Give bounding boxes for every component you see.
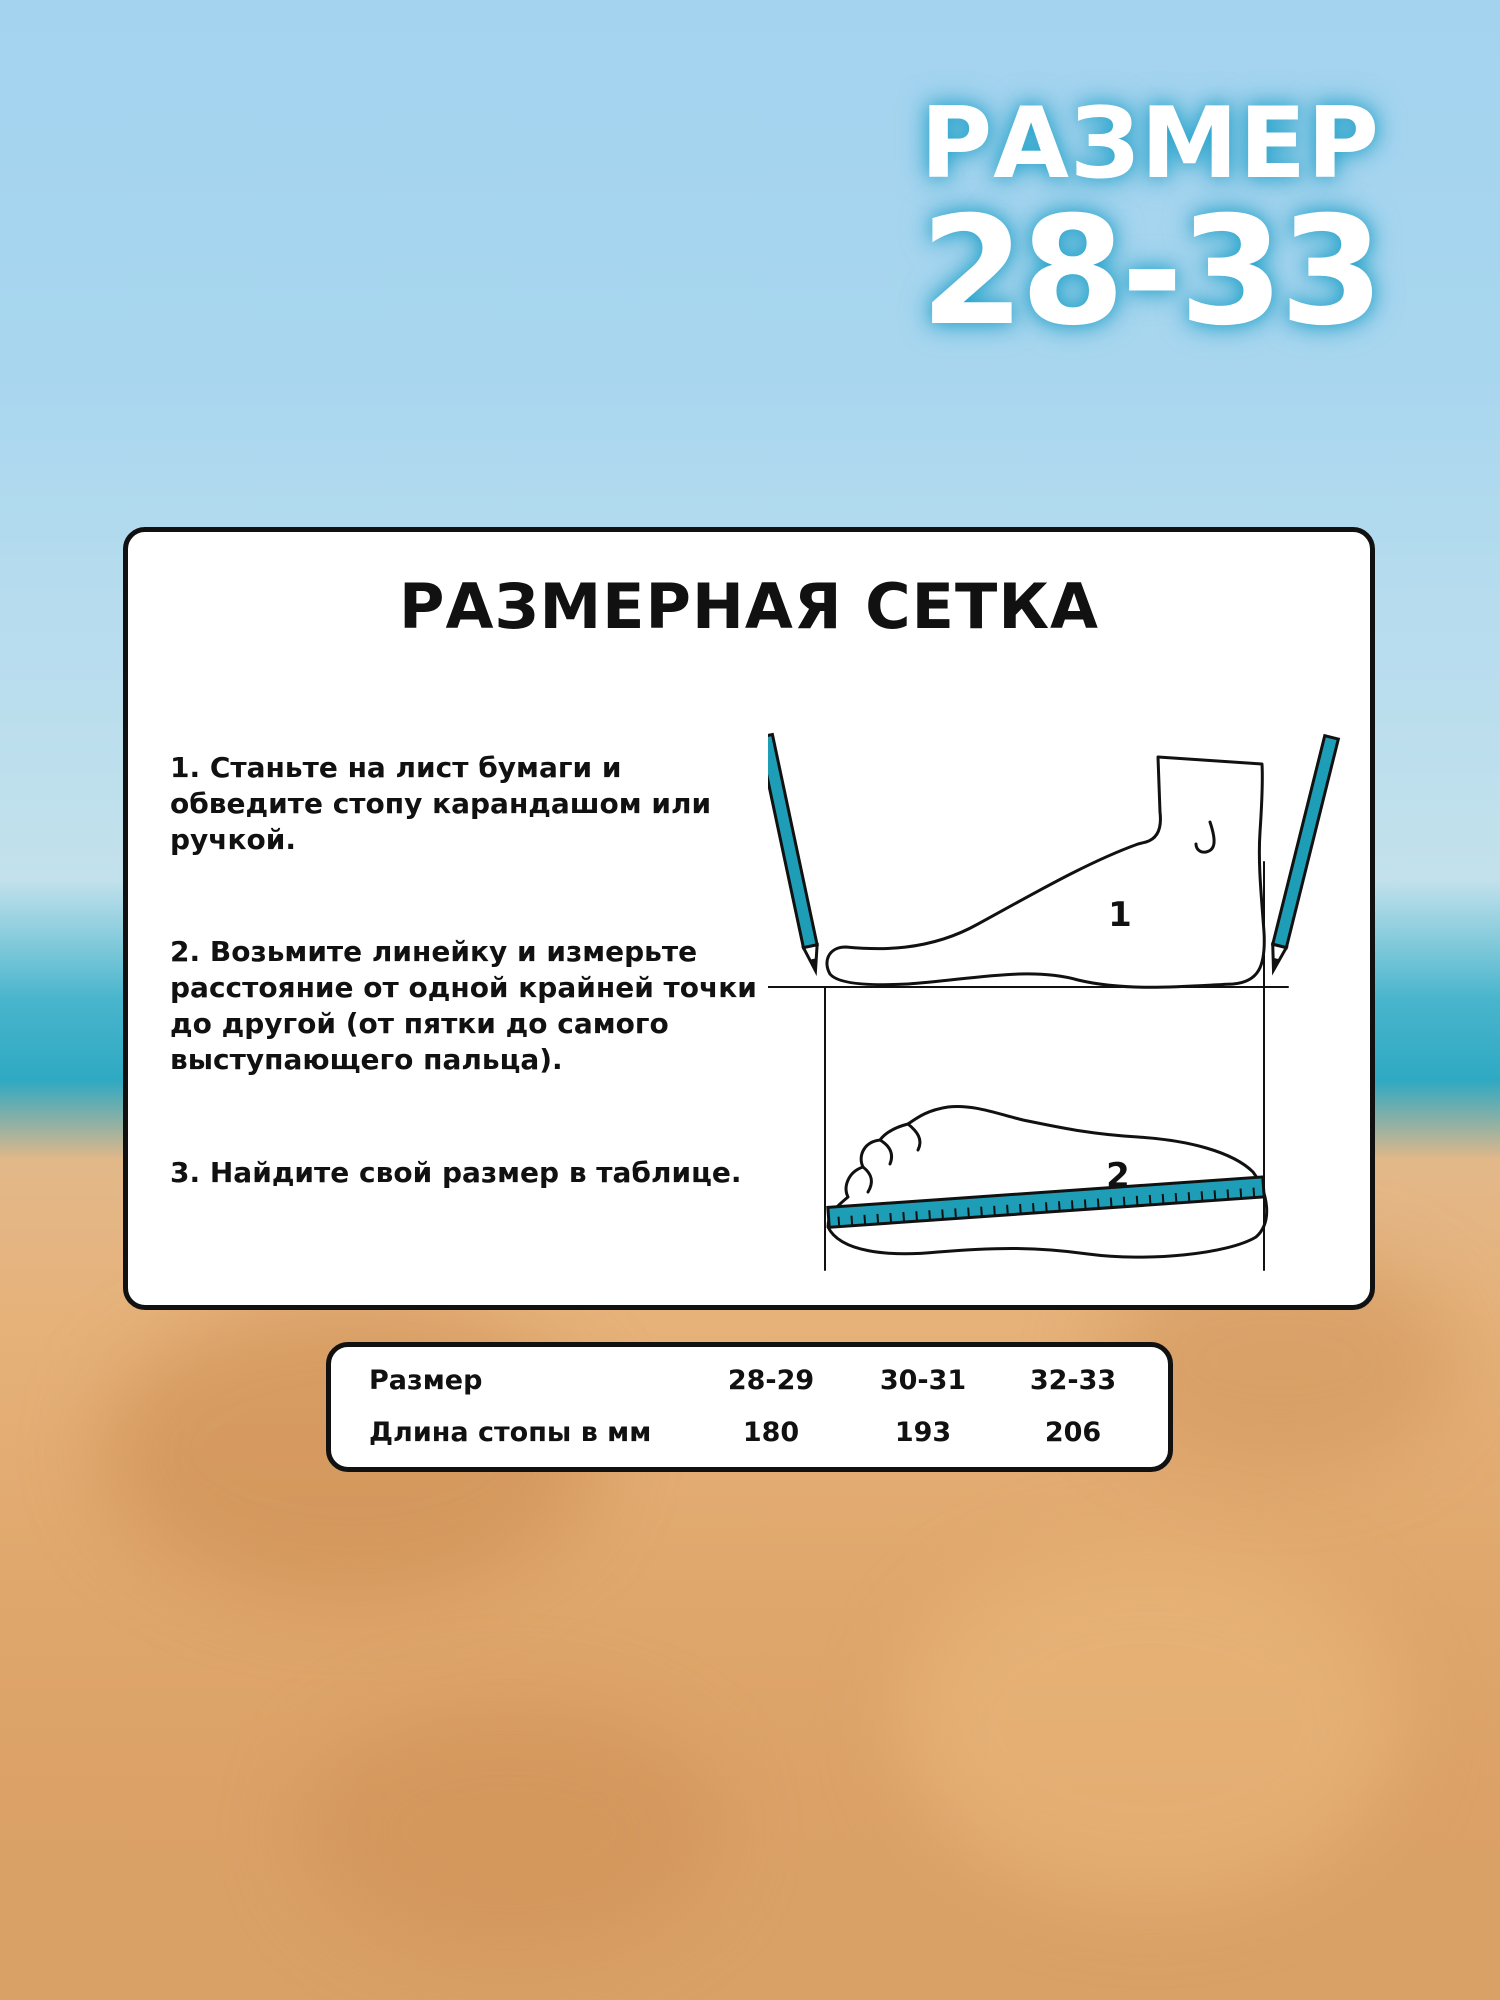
sand-blur: [900, 1550, 1400, 1900]
table-row: [331, 1413, 1168, 1453]
table-cell: 180: [742, 1417, 800, 1448]
ruler-tick: [968, 1208, 969, 1218]
ruler-tick: [916, 1211, 917, 1221]
row-label: Размер: [369, 1365, 483, 1396]
ruler-tick: [1098, 1199, 1099, 1209]
ruler-icon: [828, 1177, 1264, 1227]
ruler-tick: [1033, 1203, 1034, 1213]
ruler-tick: [1059, 1201, 1060, 1211]
hero-title: [920, 87, 1380, 359]
foot-side-outline: [827, 757, 1264, 987]
ruler-tick: [1020, 1204, 1021, 1214]
ruler-tick: [903, 1212, 904, 1222]
step-3: [170, 1155, 770, 1191]
ruler-tick: [1176, 1193, 1177, 1203]
pencil-right-icon: [1267, 736, 1339, 972]
table-cell: 206: [1044, 1417, 1102, 1448]
ruler-tick: [839, 1217, 840, 1227]
ankle-mark: [1196, 822, 1214, 852]
diagram-label-2: 2: [1106, 1156, 1130, 1196]
ruler-tick: [942, 1209, 943, 1219]
toe-mark: [908, 1124, 920, 1150]
table-cell: 32-33: [1029, 1365, 1117, 1396]
table-cell: 28-29: [727, 1365, 815, 1396]
step-text: Возьмите линейку и измерьте расстояние от одной крайней точки до другой (от пятки до самого выступающего пальца).: [170, 935, 757, 1076]
ruler-tick: [1137, 1196, 1138, 1206]
ruler-tick: [1163, 1194, 1164, 1204]
ruler-tick: [1072, 1200, 1073, 1210]
sand-blur: [300, 1700, 720, 1960]
ruler-tick: [1215, 1190, 1216, 1200]
foot-measure-diagram: [768, 662, 1368, 1302]
table-cell: 30-31: [879, 1365, 967, 1396]
step-text: Станьте на лист бумаги и обведите стопу карандашом или ручкой.: [170, 751, 712, 856]
ruler-tick: [1124, 1197, 1125, 1207]
table-cell: 193: [894, 1417, 952, 1448]
ruler-tick: [1150, 1195, 1151, 1205]
ruler-tick: [1085, 1199, 1086, 1209]
size-guide-card: [123, 527, 1375, 1310]
step-text: Найдите свой размер в таблице.: [209, 1156, 742, 1189]
ruler-tick: [877, 1214, 878, 1224]
ruler-tick: [994, 1206, 995, 1216]
step-number: 3.: [170, 1156, 201, 1189]
pencil-left-icon: [768, 734, 822, 972]
ruler-tick: [864, 1215, 865, 1225]
hero-word: РАЗМЕР: [920, 87, 1380, 201]
size-table: [326, 1342, 1173, 1472]
ruler-tick: [1253, 1188, 1254, 1198]
step-2: [170, 934, 770, 1078]
hero-size-range: 28-33: [920, 185, 1380, 359]
ruler-tick: [955, 1208, 956, 1218]
ruler-tick: [851, 1216, 852, 1226]
step-1: [170, 750, 770, 858]
ruler-tick: [1189, 1192, 1190, 1202]
step-number: 1.: [170, 751, 201, 784]
card-title: РАЗМЕРНАЯ СЕТКА: [399, 570, 1099, 643]
row-label: Длина стопы в мм: [369, 1417, 652, 1448]
ruler-tick: [1228, 1189, 1229, 1199]
ruler-tick: [1202, 1191, 1203, 1201]
toe-mark: [863, 1167, 871, 1192]
step-number: 2.: [170, 935, 201, 968]
ruler-tick: [1241, 1189, 1242, 1199]
toe-mark: [880, 1140, 892, 1164]
ruler-tick: [890, 1213, 891, 1223]
ruler-tick: [981, 1207, 982, 1217]
ruler-tick: [1111, 1198, 1112, 1208]
ruler-tick: [1007, 1205, 1008, 1215]
ruler-tick: [929, 1210, 930, 1220]
ruler-tick: [1046, 1202, 1047, 1212]
diagram-label-1: 1: [1108, 895, 1132, 935]
table-row: [331, 1361, 1168, 1401]
